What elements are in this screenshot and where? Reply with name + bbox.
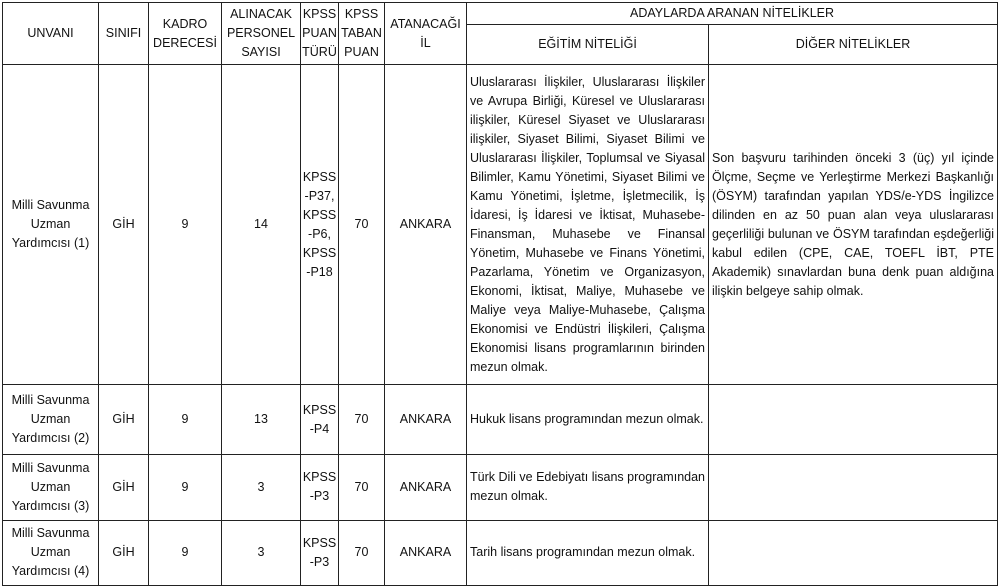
header-aranan-nitelikler: ADAYLARDA ARANAN NİTELİKLER <box>467 3 998 25</box>
egitim-text: Tarih lisans programından mezun olmak. <box>470 545 696 560</box>
cell-sinif: GİH <box>99 65 149 385</box>
egitim-text: Uluslararası İlişkiler, Uluslararası İlişkiler ve Avrupa Birliği, Küresel ve Uluslararası ilişkiler, Küresel Siyaset ve Uluslararası ilişkiler, Siyaset Bilimi, Siyaset Bilimi ve Uluslararası İlişkiler, Toplumsal ve Siyasal Bilimler, Kamu Yönetimi, Siyaset Bilimi ve Kamu Yönetimi, İşletme, İşletmecilik, İş İdaresi, İş İdaresi ve İktisat, Muhasebe-Finansman, Muhasebe ve Finansal Yönetim, Muhasebe ve Finans Yönetimi, Pazarlama, Yönetim ve Organizasyon, Ekonomi, İktisat, Maliye, Muhasebe ve Maliye veya Maliye-Muhasebe, Çalışma Ekonomisi ve Endüstri İlişkileri, Çalışma Ekonomisi lisans programlarının birinden mezun olmak. <box>470 74 705 374</box>
cell-kadro: 9 <box>149 65 222 385</box>
header-atanacagi-il: ATANACAĞI İL <box>385 3 467 65</box>
cell-unvan: Milli Savunma Uzman Yardımcısı (3) <box>3 455 99 520</box>
cell-kadro: 9 <box>149 520 222 585</box>
cell-taban: 70 <box>339 384 385 454</box>
cell-puan-turu: KPSS -P3 <box>301 455 339 520</box>
cell-taban: 70 <box>339 65 385 385</box>
header-egitim-niteligi: EĞİTİM NİTELİĞİ <box>467 25 709 65</box>
header-kpss-taban-puan: KPSS TABAN PUAN <box>339 3 385 65</box>
header-kpss-puan-turu: KPSS PUAN TÜRÜ <box>301 3 339 65</box>
cell-sayi: 3 <box>222 455 301 520</box>
personnel-table <box>2 2 998 586</box>
table-row <box>3 384 998 454</box>
cell-sinif: GİH <box>99 384 149 454</box>
cell-il: ANKARA <box>385 384 467 454</box>
cell-puan-turu: KPSS -P37, KPSS -P6, KPSS -P18 <box>301 65 339 385</box>
cell-egitim <box>467 455 709 520</box>
header-unvani: UNVANI <box>3 3 99 65</box>
table-row <box>3 520 998 585</box>
cell-diger <box>709 520 998 585</box>
header-alinacak-personel: ALINACAK PERSONEL SAYISI <box>222 3 301 65</box>
cell-sayi: 14 <box>222 65 301 385</box>
cell-diger <box>709 455 998 520</box>
cell-il: ANKARA <box>385 65 467 385</box>
cell-puan-turu: KPSS -P4 <box>301 384 339 454</box>
cell-taban: 70 <box>339 455 385 520</box>
header-sinifi: SINIFI <box>99 3 149 65</box>
table-row <box>3 455 998 520</box>
egitim-text: Hukuk lisans programından mezun olmak. <box>470 412 704 427</box>
cell-unvan: Milli Savunma Uzman Yardımcısı (1) <box>3 65 99 385</box>
cell-unvan: Milli Savunma Uzman Yardımcısı (4) <box>3 520 99 585</box>
cell-sayi: 3 <box>222 520 301 585</box>
table-row <box>3 65 998 385</box>
diger-text: Son başvuru tarihinden önceki 3 (üç) yıl içinde Ölçme, Seçme ve Yerleştirme Merkezi Başkanlığı (ÖSYM) tarafından yapılan YDS/e-YDS İngilizce dilinden en az 50 puan alan veya uluslararası geçerliliği bulunan ve ÖSYM tarafından eşdeğerliği kabul edilen (CPE, CAE, TOEFL İBT, PTE Akademik) sınavlardan buna denk puan aldığına ilişkin belgeye sahip olmak. <box>712 150 995 298</box>
header-kadro-derecesi: KADRO DERECESİ <box>149 3 222 65</box>
cell-sinif: GİH <box>99 455 149 520</box>
cell-diger <box>709 384 998 454</box>
cell-sinif: GİH <box>99 520 149 585</box>
cell-sayi: 13 <box>222 384 301 454</box>
cell-kadro: 9 <box>149 455 222 520</box>
cell-il: ANKARA <box>385 520 467 585</box>
cell-il: ANKARA <box>385 455 467 520</box>
cell-taban: 70 <box>339 520 385 585</box>
cell-diger <box>709 65 998 385</box>
cell-kadro: 9 <box>149 384 222 454</box>
cell-egitim <box>467 65 709 385</box>
cell-puan-turu: KPSS -P3 <box>301 520 339 585</box>
header-diger-nitelikler: DİĞER NİTELİKLER <box>709 25 998 65</box>
egitim-text: Türk Dili ve Edebiyatı lisans programından mezun olmak. <box>470 470 705 504</box>
cell-egitim <box>467 384 709 454</box>
cell-unvan: Milli Savunma Uzman Yardımcısı (2) <box>3 384 99 454</box>
cell-egitim <box>467 520 709 585</box>
